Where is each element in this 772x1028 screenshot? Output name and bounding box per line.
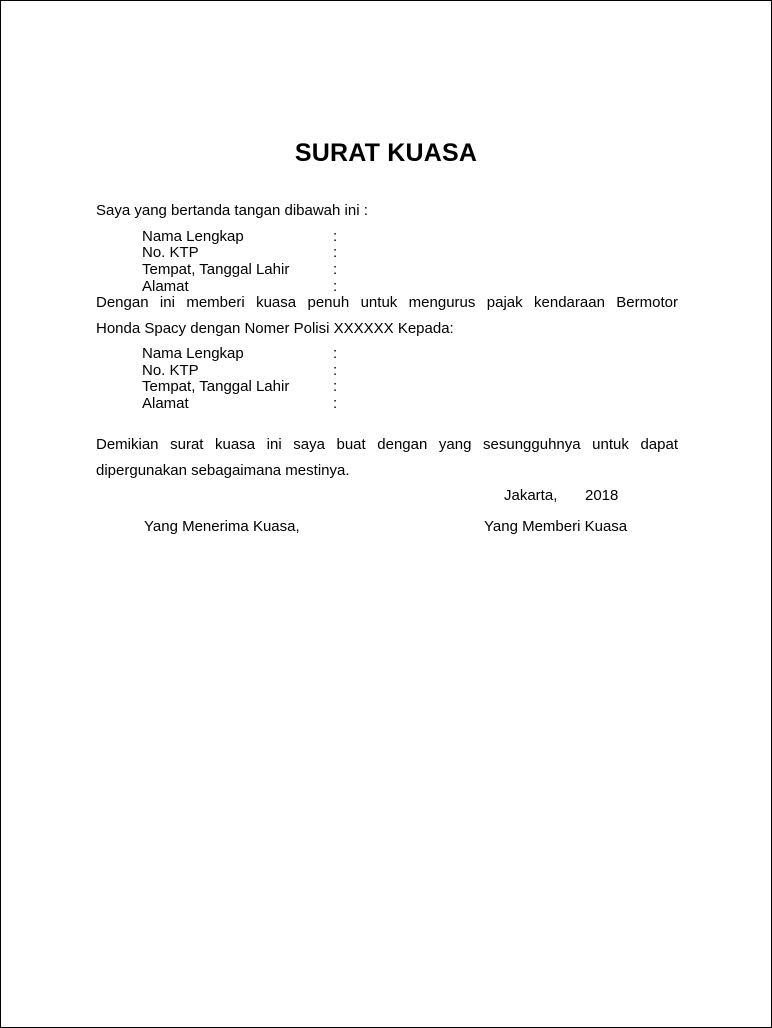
- grantee-field-address-label: Alamat: [142, 395, 189, 412]
- grantee-field-address-colon: :: [333, 395, 338, 412]
- grantee-field-name-colon: :: [333, 345, 338, 362]
- grantor-field-name-label: Nama Lengkap: [142, 228, 244, 245]
- body-line-1: Dengan ini memberi kuasa penuh untuk mengurus pajak kendaraan Bermotor: [96, 294, 678, 311]
- grantee-field-birth-label: Tempat, Tanggal Lahir: [142, 378, 290, 395]
- grantor-field-name-colon: :: [333, 228, 338, 245]
- closing-line-2: dipergunakan sebagaimana mestinya.: [96, 462, 350, 479]
- grantor-field-address-label: Alamat: [142, 278, 189, 295]
- intro-text: Saya yang bertanda tangan dibawah ini :: [96, 202, 368, 219]
- body-line-2: Honda Spacy dengan Nomer Polisi XXXXXX Kepada:: [96, 320, 454, 337]
- grantor-field-address-colon: :: [333, 278, 338, 295]
- grantee-field-birth-colon: :: [333, 378, 338, 395]
- year-text: 2018: [585, 487, 619, 504]
- grantor-signature-label: Yang Memberi Kuasa: [484, 518, 628, 535]
- grantor-field-ktp-label: No. KTP: [142, 244, 199, 261]
- closing-line-1: Demikian surat kuasa ini saya buat dengan yang sesungguhnya untuk dapat: [96, 436, 678, 453]
- grantee-field-ktp-label: No. KTP: [142, 362, 199, 379]
- grantor-field-birth-colon: :: [333, 261, 338, 278]
- grantor-field-ktp-colon: :: [333, 244, 338, 261]
- grantee-field-name-label: Nama Lengkap: [142, 345, 244, 362]
- grantor-field-birth-label: Tempat, Tanggal Lahir: [142, 261, 290, 278]
- document-title: SURAT KUASA: [294, 139, 478, 167]
- grantee-field-ktp-colon: :: [333, 362, 338, 379]
- recipient-signature-label: Yang Menerima Kuasa,: [144, 518, 300, 535]
- place-text: Jakarta,: [504, 487, 558, 504]
